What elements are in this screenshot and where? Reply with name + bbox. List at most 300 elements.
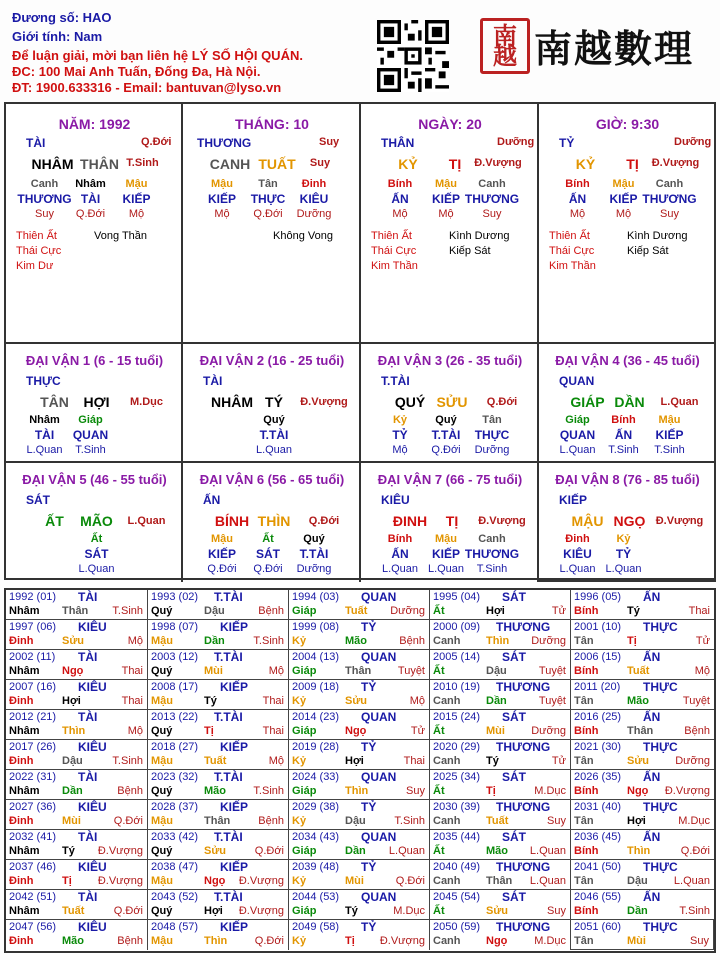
year-label: 1992 (01) <box>9 591 57 603</box>
year-cell <box>148 890 289 920</box>
year-label: 2040 (49) <box>433 861 481 873</box>
year-stem: Tân <box>574 755 594 767</box>
year-phase: M.Dục <box>534 785 566 797</box>
year-stem: Bính <box>574 605 599 617</box>
star-name: Không Vong <box>273 230 333 242</box>
year-stem: Kỷ <box>292 815 307 827</box>
year-cell <box>430 650 571 680</box>
year-stem: Đinh <box>9 875 34 887</box>
dai-van-stem: MẬU <box>571 513 604 529</box>
year-cell <box>289 590 430 620</box>
year-branch: Mão <box>627 695 649 707</box>
year-phase: Đ.Vượng <box>97 845 143 857</box>
year-ten-god: TÀI <box>78 650 98 664</box>
hidden-stem: Mậu <box>125 178 148 190</box>
year-phase: T.Sinh <box>394 815 425 827</box>
year-branch: Sửu <box>345 695 368 707</box>
pillar-branch: TỊ <box>626 156 639 172</box>
year-branch: Dậu <box>204 605 225 617</box>
year-label: 1995 (04) <box>433 591 481 603</box>
dai-van-phase: M.Dục <box>130 396 163 408</box>
year-ten-god: KIÊU <box>78 680 107 694</box>
dai-van-title: ĐẠI VẬN 4 (36 - 45 tuổi) <box>555 353 700 368</box>
dai-van-phase: Đ.Vượng <box>655 515 704 527</box>
pillar-stem: KỶ <box>575 156 596 172</box>
year-stem: Đinh <box>9 755 34 767</box>
dai-van-branch: TÝ <box>265 394 283 410</box>
year-label: 2048 (57) <box>151 921 199 933</box>
year-stem: Ất <box>433 845 445 857</box>
hidden-phase: Q.Đới <box>253 208 283 220</box>
year-label: 2013 (22) <box>151 711 199 723</box>
owner-name: Đương số: HAO <box>12 10 112 25</box>
year-cell <box>289 890 430 920</box>
year-phase: Đ.Vượng <box>238 875 284 887</box>
year-label: 2002 (11) <box>9 651 56 663</box>
year-phase: T.Sinh <box>253 635 284 647</box>
hidden-phase: Mộ <box>214 208 230 220</box>
year-phase: L.Quan <box>529 875 566 887</box>
hidden-phase: L.Quan <box>605 563 642 575</box>
year-label: 2036 (45) <box>574 831 622 843</box>
dai-van-branch: THÌN <box>257 513 291 529</box>
dai-van-phase: Đ.Vượng <box>300 396 348 408</box>
year-cell <box>289 710 430 740</box>
year-branch: Tị <box>486 785 496 797</box>
year-label: 2015 (24) <box>433 711 481 723</box>
year-stem: Đinh <box>9 695 34 707</box>
year-phase: Thai <box>121 665 143 677</box>
dai-van-ten-god: QUAN <box>559 374 595 388</box>
year-phase: L.Quan <box>673 875 710 887</box>
pillar-ten-god-phase: Dưỡng <box>497 136 535 148</box>
year-ten-god: SÁT <box>502 770 526 784</box>
hidden-stem: Mậu <box>211 533 233 545</box>
year-ten-god: SÁT <box>502 830 526 844</box>
pillar-ten-god: TÀI <box>26 136 46 150</box>
pillar-ten-god: THƯƠNG <box>197 136 252 150</box>
pillar-cell <box>539 104 716 344</box>
year-stem: Đinh <box>9 935 34 947</box>
year-cell <box>571 650 714 680</box>
year-branch: Tuất <box>345 605 368 617</box>
pillar-branch: TỊ <box>448 156 462 172</box>
year-ten-god: TỶ <box>361 860 377 874</box>
year-ten-god: T.TÀI <box>214 770 243 784</box>
hidden-stem: Tân <box>258 178 278 190</box>
year-cell <box>289 860 430 890</box>
pillar-branch: TUẤT <box>258 156 296 172</box>
star-name: Kiếp Sát <box>627 245 669 257</box>
year-phase: Tuyệt <box>538 695 566 707</box>
year-phase: Suy <box>547 815 566 827</box>
year-stem: Giáp <box>292 905 317 917</box>
year-phase: Bệnh <box>117 785 143 797</box>
year-cell <box>6 710 148 740</box>
pillar-title: GIỜ: 9:30 <box>595 116 660 132</box>
year-label: 2039 (48) <box>292 861 340 873</box>
hidden-phase: Mộ <box>392 208 408 220</box>
year-phase: T.Sinh <box>253 785 284 797</box>
year-ten-god: THỰC <box>643 680 678 694</box>
year-label: 2031 (40) <box>574 801 622 813</box>
year-branch: Tý <box>345 905 358 917</box>
year-phase: Mộ <box>127 725 143 737</box>
year-cell <box>430 620 571 650</box>
hidden-stem: Canh <box>478 533 506 545</box>
year-stem: Bính <box>574 785 599 797</box>
hidden-phase: Suy <box>35 208 54 220</box>
year-stem: Tân <box>574 875 594 887</box>
year-phase: Dưỡng <box>531 635 566 647</box>
year-phase: L.Quan <box>529 845 566 857</box>
year-cell <box>430 920 571 950</box>
year-phase: Đ.Vượng <box>379 935 425 947</box>
hidden-ten-god: QUAN <box>559 428 596 442</box>
year-ten-god: ẤN <box>643 710 661 724</box>
year-phase: Đ.Vượng <box>97 875 143 887</box>
pillar-phase: Đ.Vượng <box>651 157 700 169</box>
year-label: 2021 (30) <box>574 741 622 753</box>
year-cell <box>6 800 148 830</box>
year-ten-god: KIÊU <box>78 860 107 874</box>
pillar-title: THÁNG: 10 <box>235 116 309 132</box>
year-cell <box>571 590 714 620</box>
annual-luck-table <box>4 588 716 953</box>
year-branch: Dậu <box>345 815 366 827</box>
hidden-ten-god: TÀI <box>80 192 101 206</box>
hidden-stem: Đinh <box>301 178 327 190</box>
pillar-ten-god: THÂN <box>381 136 415 150</box>
year-cell <box>289 770 430 800</box>
year-label: 2037 (46) <box>9 861 57 873</box>
year-ten-god: QUAN <box>361 830 397 844</box>
star-inauspicious: Thiên Ất <box>371 230 412 242</box>
year-branch: Mùi <box>345 875 364 887</box>
year-stem: Quý <box>151 725 173 737</box>
hidden-phase: Dưỡng <box>474 444 510 456</box>
year-ten-god: SÁT <box>502 650 526 664</box>
year-ten-god: T.TÀI <box>214 710 243 724</box>
year-stem: Mậu <box>151 755 173 767</box>
year-ten-god: QUAN <box>361 770 397 784</box>
star-name: Kình Dương <box>449 230 510 242</box>
year-cell <box>6 740 148 770</box>
dai-van-branch: DẦN <box>614 394 645 410</box>
year-stem: Quý <box>151 605 173 617</box>
year-branch: Tị <box>204 725 214 737</box>
year-phase: Q.Đới <box>680 845 710 857</box>
hidden-ten-god: T.TÀI <box>259 428 289 442</box>
year-cell <box>289 920 430 950</box>
year-stem: Giáp <box>292 665 317 677</box>
phone-email: ĐT: 1900.633316 - Email: bantuvan@lyso.vn <box>12 80 282 95</box>
dai-van-cell <box>183 344 361 463</box>
year-ten-god: KIẾP <box>220 920 249 934</box>
year-branch: Mão <box>345 635 367 647</box>
dai-van-ten-god: KIẾP <box>559 493 588 507</box>
dai-van-title: ĐẠI VẬN 2 (16 - 25 tuổi) <box>199 353 345 368</box>
dai-van-branch: SỬU <box>436 394 468 410</box>
dai-van-title: ĐẠI VẬN 8 (76 - 85 tuổi) <box>555 472 700 487</box>
year-branch: Mùi <box>627 935 646 947</box>
year-label: 2010 (19) <box>433 681 481 693</box>
year-phase: Thai <box>688 605 710 617</box>
year-label: 2007 (16) <box>9 681 57 693</box>
year-cell <box>289 740 430 770</box>
seal-text: 南越 <box>493 20 517 70</box>
year-phase: Tử <box>410 725 425 737</box>
dai-van-ten-god: THỰC <box>26 374 61 388</box>
year-branch: Tý <box>204 695 217 707</box>
year-stem: Mậu <box>151 635 173 647</box>
year-branch: Mùi <box>62 815 81 827</box>
year-label: 2022 (31) <box>9 771 57 783</box>
year-ten-god: QUAN <box>361 890 397 904</box>
year-label: 2024 (33) <box>292 771 340 783</box>
year-stem: Đinh <box>9 815 34 827</box>
hidden-phase: Mộ <box>128 208 145 220</box>
year-phase: M.Dục <box>393 905 425 917</box>
year-label: 2028 (37) <box>151 801 199 813</box>
year-label: 2005 (14) <box>433 651 481 663</box>
year-ten-god: THỰC <box>643 800 678 814</box>
hidden-phase: L.Quan <box>559 563 596 575</box>
dai-van-phase: L.Quan <box>660 396 699 408</box>
year-label: 2034 (43) <box>292 831 340 843</box>
year-label: 2030 (39) <box>433 801 481 813</box>
year-cell <box>430 890 571 920</box>
year-ten-god: KIẾP <box>220 620 249 634</box>
year-phase: Q.Đới <box>254 845 284 857</box>
year-phase: Tử <box>551 755 566 767</box>
hidden-phase: Q.Đới <box>75 208 106 220</box>
hidden-ten-god: KIẾP <box>122 192 151 206</box>
hidden-ten-god: KIẾP <box>207 547 237 561</box>
year-branch: Dần <box>627 905 648 917</box>
pillar-cell <box>361 104 539 344</box>
year-stem: Nhâm <box>9 785 40 797</box>
year-cell <box>430 860 571 890</box>
year-stem: Tân <box>574 815 594 827</box>
hidden-ten-god: TÀI <box>34 428 55 442</box>
year-stem: Giáp <box>292 845 317 857</box>
year-stem: Ất <box>433 605 445 617</box>
year-branch: Thìn <box>627 845 651 857</box>
year-branch: Thân <box>62 605 89 617</box>
year-phase: Thai <box>121 695 143 707</box>
hidden-phase: T.Sinh <box>654 444 685 456</box>
year-ten-god: KIÊU <box>78 740 107 754</box>
hidden-stem: Giáp <box>565 414 590 426</box>
pillar-phase: T.Sinh <box>126 157 159 169</box>
hidden-stem: Bính <box>565 178 590 190</box>
year-stem: Kỷ <box>292 695 307 707</box>
year-label: 2032 (41) <box>9 831 57 843</box>
year-cell <box>6 770 148 800</box>
year-ten-god: SÁT <box>502 710 526 724</box>
dai-van-title: ĐẠI VẬN 7 (66 - 75 tuổi) <box>377 472 523 487</box>
year-stem: Bính <box>574 905 599 917</box>
year-stem: Đinh <box>9 635 34 647</box>
hidden-stem: Canh <box>655 178 684 190</box>
year-phase: Suy <box>406 785 425 797</box>
star-inauspicious: Thiên Ất <box>16 230 57 242</box>
hidden-phase: T.Sinh <box>75 444 106 456</box>
dai-van-title: ĐẠI VẬN 1 (6 - 15 tuổi) <box>25 353 164 368</box>
year-stem: Mậu <box>151 695 173 707</box>
year-label: 1998 (07) <box>151 621 199 633</box>
year-cell <box>430 770 571 800</box>
dai-van-stem: ẤT <box>45 513 64 529</box>
dai-van-branch: NGỌ <box>613 513 646 529</box>
year-label: 2000 (09) <box>433 621 481 633</box>
year-ten-god: THƯƠNG <box>496 740 551 754</box>
year-branch: Tý <box>627 605 640 617</box>
year-ten-god: KIẾP <box>220 680 249 694</box>
year-stem: Canh <box>433 875 461 887</box>
year-stem: Giáp <box>292 725 317 737</box>
gender: Giới tính: Nam <box>12 29 103 44</box>
year-phase: Thai <box>403 755 425 767</box>
year-phase: Q.Đới <box>254 935 284 947</box>
year-branch: Thìn <box>345 785 369 797</box>
hidden-phase: Q.Đới <box>431 444 461 456</box>
year-branch: Dậu <box>627 875 648 887</box>
year-cell <box>430 590 571 620</box>
year-cell <box>148 800 289 830</box>
year-ten-god: TỶ <box>361 680 377 694</box>
year-stem: Ất <box>433 905 445 917</box>
year-ten-god: TỶ <box>361 740 377 754</box>
year-label: 2014 (23) <box>292 711 340 723</box>
year-stem: Bính <box>574 665 599 677</box>
year-ten-god: T.TÀI <box>214 830 243 844</box>
year-ten-god: KIẾP <box>220 860 249 874</box>
year-ten-god: THƯƠNG <box>496 800 551 814</box>
year-phase: Q.Đới <box>395 875 425 887</box>
year-stem: Canh <box>433 755 461 767</box>
year-phase: Thai <box>262 725 284 737</box>
year-label: 2043 (52) <box>151 891 199 903</box>
year-stem: Ất <box>433 665 445 677</box>
hidden-ten-god: KIÊU <box>299 192 329 206</box>
year-stem: Ất <box>433 785 445 797</box>
year-cell <box>571 740 714 770</box>
dai-van-ten-god: T.TÀI <box>381 374 410 388</box>
year-cell <box>571 710 714 740</box>
year-cell <box>571 920 714 950</box>
hidden-stem: Mậu <box>658 414 681 426</box>
year-cell <box>148 680 289 710</box>
year-ten-god: ẤN <box>643 830 661 844</box>
year-label: 1997 (06) <box>9 621 57 633</box>
year-branch: Mão <box>486 845 508 857</box>
year-phase: L.Quan <box>388 845 425 857</box>
year-branch: Dần <box>345 845 366 857</box>
year-cell <box>289 650 430 680</box>
year-cell <box>6 590 148 620</box>
hidden-stem: Mậu <box>435 533 457 545</box>
year-label: 2025 (34) <box>433 771 481 783</box>
year-stem: Quý <box>151 845 173 857</box>
year-label: 2047 (56) <box>9 921 57 933</box>
year-ten-god: ẤN <box>643 650 661 664</box>
dai-van-cell <box>539 344 716 463</box>
year-stem: Tân <box>574 695 594 707</box>
year-phase: Mộ <box>409 695 425 707</box>
year-stem: Ất <box>433 725 445 737</box>
year-cell <box>571 770 714 800</box>
year-cell <box>6 860 148 890</box>
hidden-ten-god: SÁT <box>84 547 109 561</box>
year-branch: Tuất <box>204 755 227 767</box>
year-label: 2008 (17) <box>151 681 199 693</box>
year-branch: Ngọ <box>204 875 226 887</box>
year-branch: Thìn <box>204 935 228 947</box>
year-label: 2035 (44) <box>433 831 481 843</box>
year-cell <box>571 680 714 710</box>
hidden-phase: Q.Đới <box>207 563 237 575</box>
year-label: 2027 (36) <box>9 801 57 813</box>
year-cell <box>148 620 289 650</box>
year-cell <box>6 890 148 920</box>
year-phase: Q.Đới <box>113 905 143 917</box>
address: ĐC: 100 Mai Anh Tuấn, Đống Đa, Hà Nội. <box>12 64 261 79</box>
pillar-stem: KỶ <box>398 156 418 172</box>
star-name: Kình Dương <box>627 230 688 242</box>
year-branch: Dần <box>62 785 83 797</box>
year-ten-god: T.TÀI <box>214 890 243 904</box>
year-phase: Dưỡng <box>675 755 710 767</box>
dai-van-cell <box>183 463 361 582</box>
hidden-stem: Nhâm <box>29 414 60 426</box>
year-label: 2018 (27) <box>151 741 199 753</box>
pillar-phase: Suy <box>309 157 331 169</box>
hidden-ten-god: ẤN <box>391 192 409 206</box>
star-inauspicious: Kim Dư <box>16 260 54 272</box>
year-branch: Mùi <box>486 725 505 737</box>
year-ten-god: TỶ <box>361 620 377 634</box>
hidden-stem: Đinh <box>565 533 590 545</box>
year-ten-god: KIÊU <box>78 800 107 814</box>
hidden-phase: Dưỡng <box>296 208 332 220</box>
year-branch: Hợi <box>62 695 81 707</box>
dai-van-branch: MÃO <box>80 513 113 529</box>
hidden-phase: Mộ <box>569 208 586 220</box>
year-label: 2038 (47) <box>151 861 199 873</box>
hidden-phase: Mộ <box>615 208 632 220</box>
year-branch: Mão <box>62 935 84 947</box>
year-branch: Thân <box>627 725 654 737</box>
year-ten-god: THỰC <box>643 860 678 874</box>
dai-van-ten-god: ẤN <box>203 493 221 507</box>
pillar-ten-god-phase: Q.Đới <box>141 136 172 148</box>
year-ten-god: THƯƠNG <box>496 860 551 874</box>
pillars-grid <box>4 102 716 580</box>
hidden-ten-god: ẤN <box>614 428 633 442</box>
hidden-stem: Bính <box>387 533 413 545</box>
year-phase: Bệnh <box>684 725 710 737</box>
year-stem: Tân <box>574 635 594 647</box>
year-stem: Canh <box>433 935 461 947</box>
year-cell <box>571 890 714 920</box>
hidden-phase: L.Quan <box>255 444 293 456</box>
year-ten-god: SÁT <box>502 590 526 604</box>
year-stem: Nhâm <box>9 665 40 677</box>
year-branch: Tị <box>62 875 72 887</box>
year-cell <box>148 920 289 950</box>
